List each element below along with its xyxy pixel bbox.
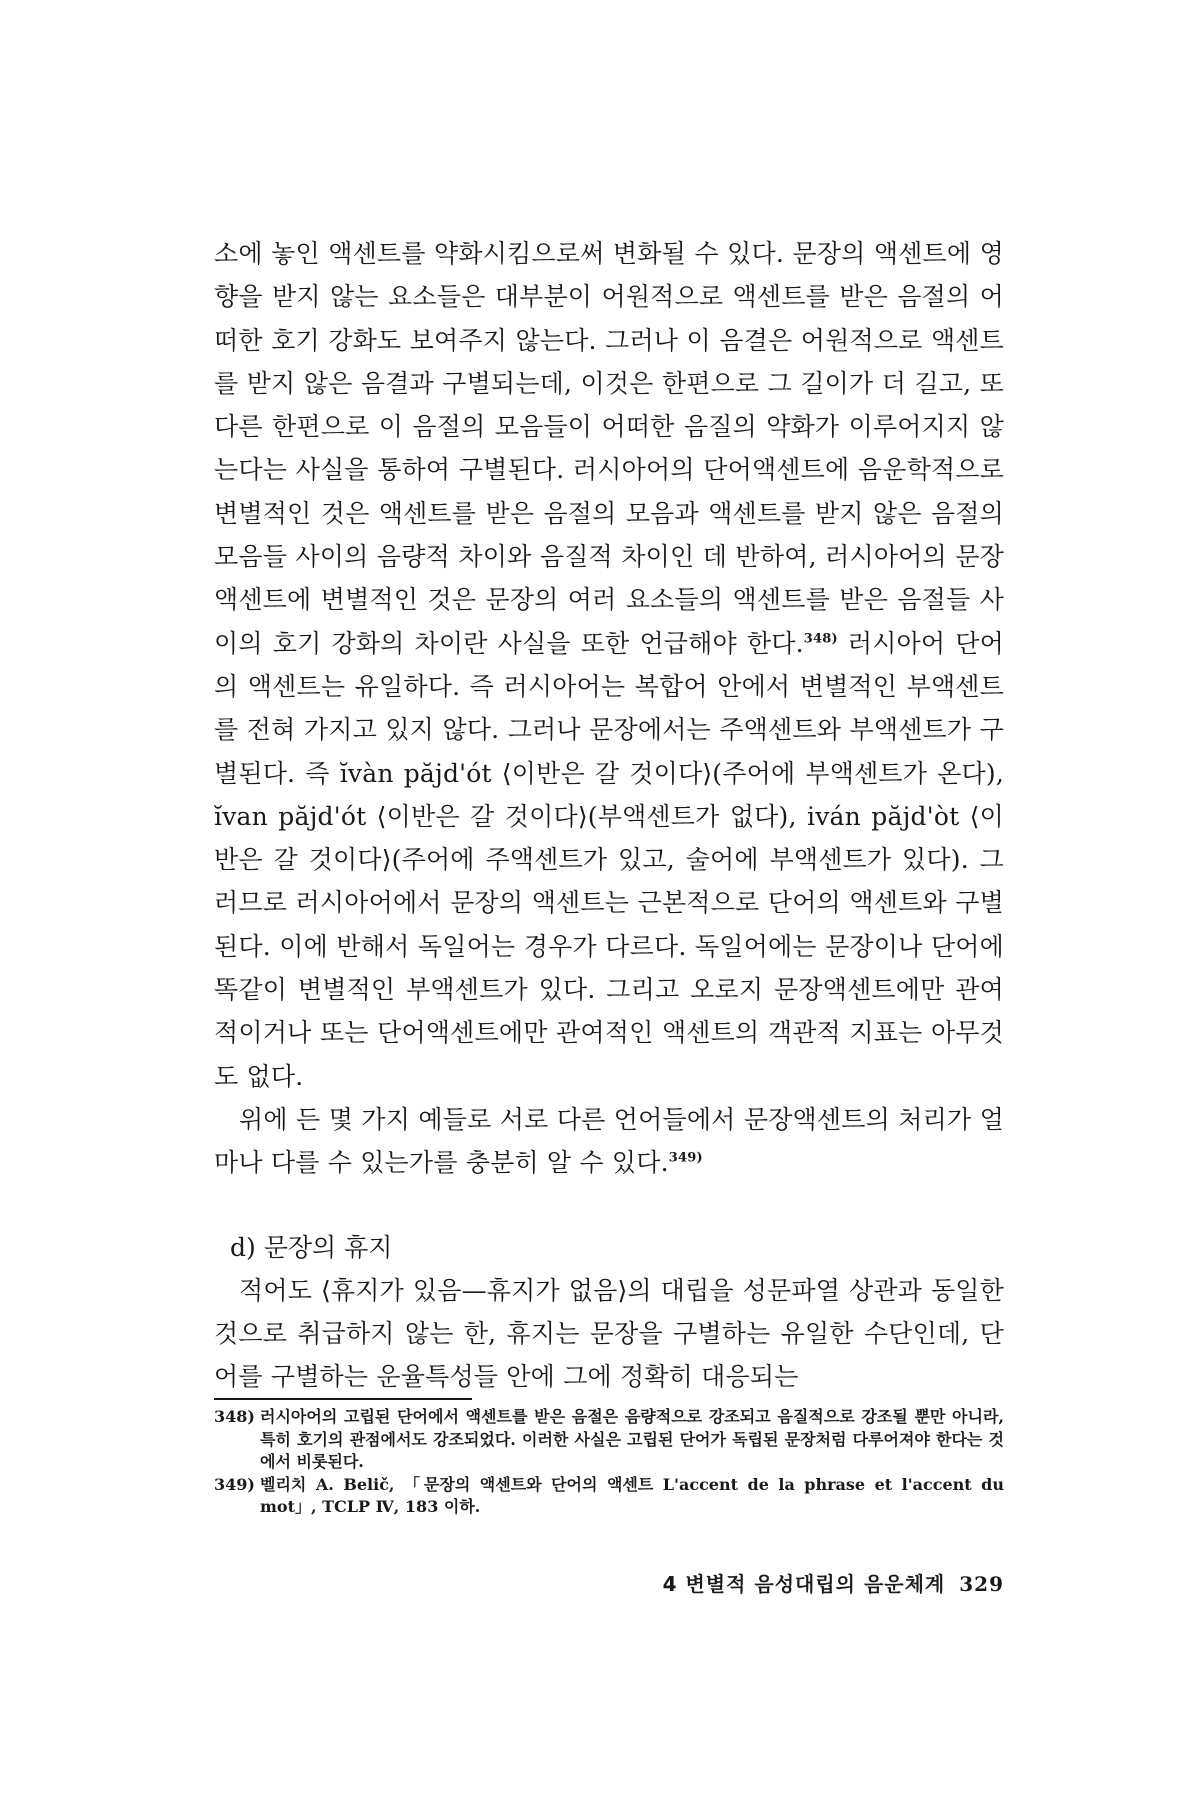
footnote-text: 러시아어의 고립된 단어에서 액센트를 받은 음절은 음량적으로 강조되고 음질적으로 강조될 뿐만 아니라, 특히 호기의 관점에서도 강조되었다. 이러한 사실은 고립된 단어가 독립된 문장처럼 다루어져야 한다는 것에서 비롯된다. xyxy=(260,1407,1004,1471)
footnotes xyxy=(214,1406,1004,1519)
main-text xyxy=(214,232,1004,1399)
footnote-349 xyxy=(214,1474,1004,1519)
paragraph-1-text-a: 소에 놓인 액센트를 약화시킴으로써 변화될 수 있다. 문장의 액센트에 영향을 받지 않는 요소들은 대부분이 어원적으로 액센트를 받은 음절의 어떠한 호기 강화도 보여주지 않는다. 그러나 이 음결은 어원적으로 액센트를 받지 않은 음결과 구별되는데, 이것은 한편으로 그 길이가 더 길고, 또 다른 한편으로 이 음절의 모음들이 어떠한 음질의 약화가 이루어지지 않는다는 사실을 통하여 구별된다. 러시아어의 단어액센트에 음운학적으로 변별적인 것은 액센트를 받은 음절의 모음과 액센트를 받지 않은 음절의 모음들 사이의 음량적 차이와 음질적 차이인 데 반하여, 러시아어의 문장액센트에 변별적인 것은 문장의 여러 요소들의 액센트를 받은 음절들 사이의 호기 강화의 차이란 사실을 또한 언급해야 한다. xyxy=(214,239,1004,658)
page-number: 329 xyxy=(959,1572,1004,1596)
footnote-ref-348: 348) xyxy=(803,631,838,647)
footnote-348 xyxy=(214,1406,1004,1474)
paragraph-2 xyxy=(214,1098,1004,1185)
footnote-number: 348) xyxy=(214,1407,255,1426)
footnote-ref-349: 349) xyxy=(668,1150,703,1166)
footnote-number: 349) xyxy=(214,1474,255,1494)
running-footer xyxy=(580,1568,1004,1597)
footnote-text: 벨리치 A. Belič, 「문장의 액센트와 단어의 액센트 L'accent de la phrase et l'accent du mot」, TCLP Ⅳ, 183 이하. xyxy=(260,1474,1004,1516)
paragraph-3: 적어도 ⟨휴지가 있음—휴지가 없음⟩의 대립을 성문파열 상관과 동일한 것으로 취급하지 않는 한, 휴지는 문장을 구별하는 유일한 수단인데, 단어를 구별하는 운율특성들 안에 그에 정확히 대응되는 xyxy=(214,1275,1004,1392)
paragraph-1 xyxy=(214,232,1004,1098)
section-heading: d) 문장의 휴지 xyxy=(230,1232,393,1262)
paragraph-2-text: 위에 든 몇 가지 예들로 서로 다른 언어들에서 문장액센트의 처리가 얼마나 다를 수 있는가를 충분히 알 수 있다. xyxy=(214,1104,1004,1178)
footnote-divider xyxy=(214,1398,472,1400)
paragraph-1-text-b: 러시아어 단어의 액센트는 유일하다. 즉 러시아어는 복합어 안에서 변별적인 부액센트를 전혀 가지고 있지 않다. 그러나 문장에서는 주액센트와 부액센트가 구별된다. 즉 ĭvàn păjd'ót ⟨이반은 갈 것이다⟩(주어에 부액센트가 온다), ĭvan păjd'ót ⟨이반은 갈 것이다⟩(부액센트가 없다), iván păjd'òt ⟨이반은 갈 것이다⟩(주어에 주액센트가 있고, 술어에 부액센트가 있다). 그러므로 러시아어에서 문장의 액센트는 근본적으로 단어의 액센트와 구별된다. 이에 반해서 독일어는 경우가 다르다. 독일어에는 문장이나 단어에 똑같이 변별적인 부액센트가 있다. 그리고 오로지 문장액센트에만 관여적이거나 또는 단어액센트에만 관여적인 액센트의 객관적 지표는 아무것도 없다. xyxy=(214,628,1004,1091)
running-title: 4 변별적 음성대립의 음운체계 xyxy=(662,1572,946,1596)
